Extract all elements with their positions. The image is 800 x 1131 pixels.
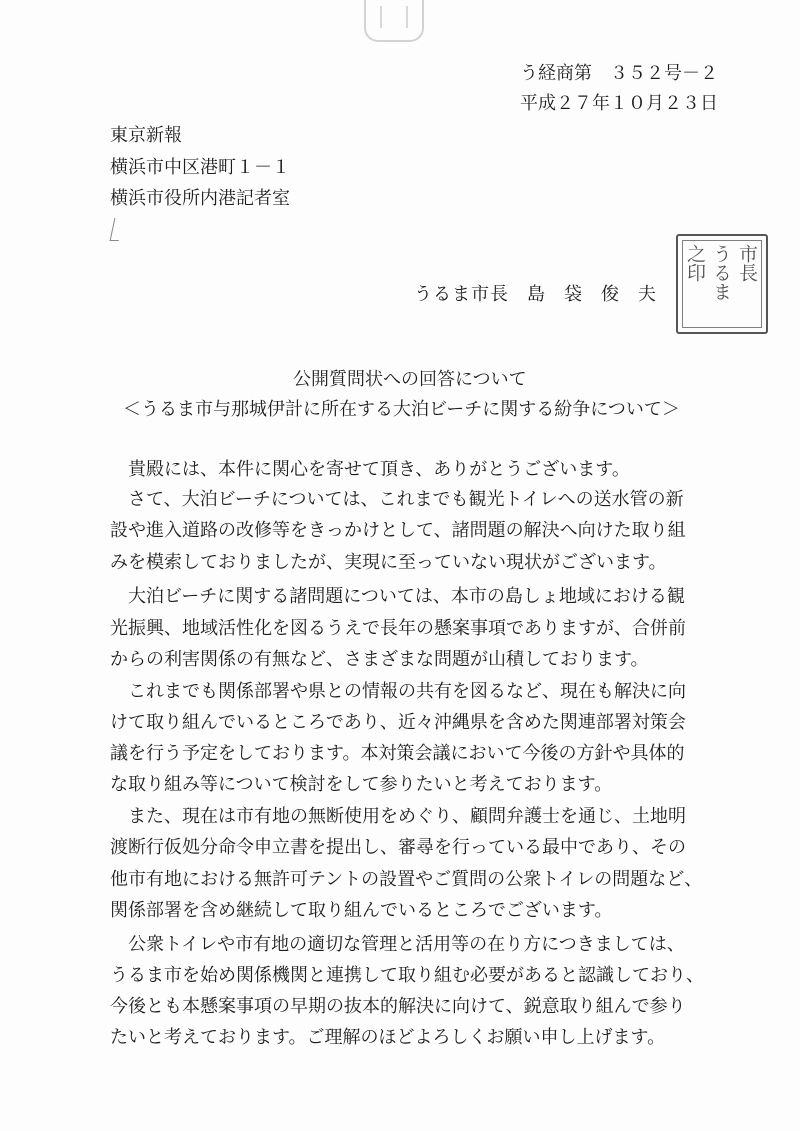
body-line: これまでも関係部署や県との情報の共有を図るなど、現在も解決に向: [128, 681, 686, 702]
body-line: さて、大泊ビーチについては、これまでも観光トイレへの送水管の新: [128, 489, 684, 510]
margin-pen-mark: [110, 218, 124, 241]
body-line: 設や進入道路の改修等をきっかけとして、諸問題の解決へ向けた取り組: [110, 520, 686, 541]
sender-name-2: 袋: [564, 284, 583, 305]
sender-title: うるま市長: [414, 284, 509, 305]
sender-name-3: 俊: [601, 284, 620, 305]
body-line: 今後とも本懸案事項の早期の抜本的解決に向けて、鋭意取り組んで参り: [110, 996, 686, 1017]
body-line: 関係部署を含め継続して取り組んでいるところでございます。: [110, 900, 613, 921]
body-line: からの利害関係の有無など、さまざまな問題が山積しております。: [110, 649, 649, 670]
official-seal: [676, 234, 768, 334]
sender-line: [414, 283, 657, 307]
body-line: 貴殿には、本件に関心を寄せて頂き、ありがとうございます。: [128, 459, 630, 480]
seal-text-column: うるま: [710, 244, 732, 301]
body-line: けて取り組んでいるところであり、近々沖縄県を含めた関連部署対策会: [110, 712, 686, 733]
seal-text-column: 之印: [684, 244, 706, 282]
body-line: 渡断行仮処分命令申立書を提出し、審尋を行っている最中であり、その: [110, 837, 686, 858]
recipient-office: 横浜市役所内港記者室: [110, 188, 290, 209]
subject-subtitle: ＜うるま市与那城伊計に所在する大泊ビーチに関する紛争について＞: [123, 399, 680, 420]
body-line: 大泊ビーチに関する諸問題については、本市の島しょ地域における観: [128, 586, 685, 607]
body-line: みを模索しておりましたが、実現に至っていない現状がございます。: [110, 552, 667, 573]
seal-text-column: 市長: [736, 244, 758, 282]
body-line: な取り組み等について検討をして参りたいと考えております。: [110, 774, 613, 795]
document-number: う経商第 ３５２号－２: [520, 63, 718, 84]
body-line: 光振興、地域活性化を図るうえで長年の懸案事項でありますが、合併前: [110, 618, 686, 639]
body-line: うるま市を始め関係機関と連携して取り組む必要があると認識しており、: [110, 965, 704, 986]
body-line: また、現在は市有地の無断使用をめぐり、顧問弁護士を通じ、土地明: [128, 806, 686, 827]
recipient-address: 横浜市中区港町１－１: [110, 157, 290, 178]
body-line: 公衆トイレや市有地の適切な管理と活用等の在り方につきましては、: [128, 934, 685, 955]
sender-name-4: 夫: [638, 284, 657, 305]
subject-title: 公開質問状への回答について: [293, 369, 527, 390]
body-line: 議を行う予定をしております。本対策会議において今後の方針や具体的: [110, 743, 685, 764]
body-line: 他市有地における無許可テントの設置やご質問の公衆トイレの問題など、: [110, 869, 703, 890]
recipient-name: 東京新報: [110, 125, 182, 146]
sender-name-1: 島: [527, 284, 546, 305]
top-stamp-fragment: [364, 0, 424, 42]
document-date: 平成２７年１０月２３日: [520, 93, 718, 114]
body-line: たいと考えております。ご理解のほどよろしくお願い申し上げます。: [110, 1027, 666, 1048]
